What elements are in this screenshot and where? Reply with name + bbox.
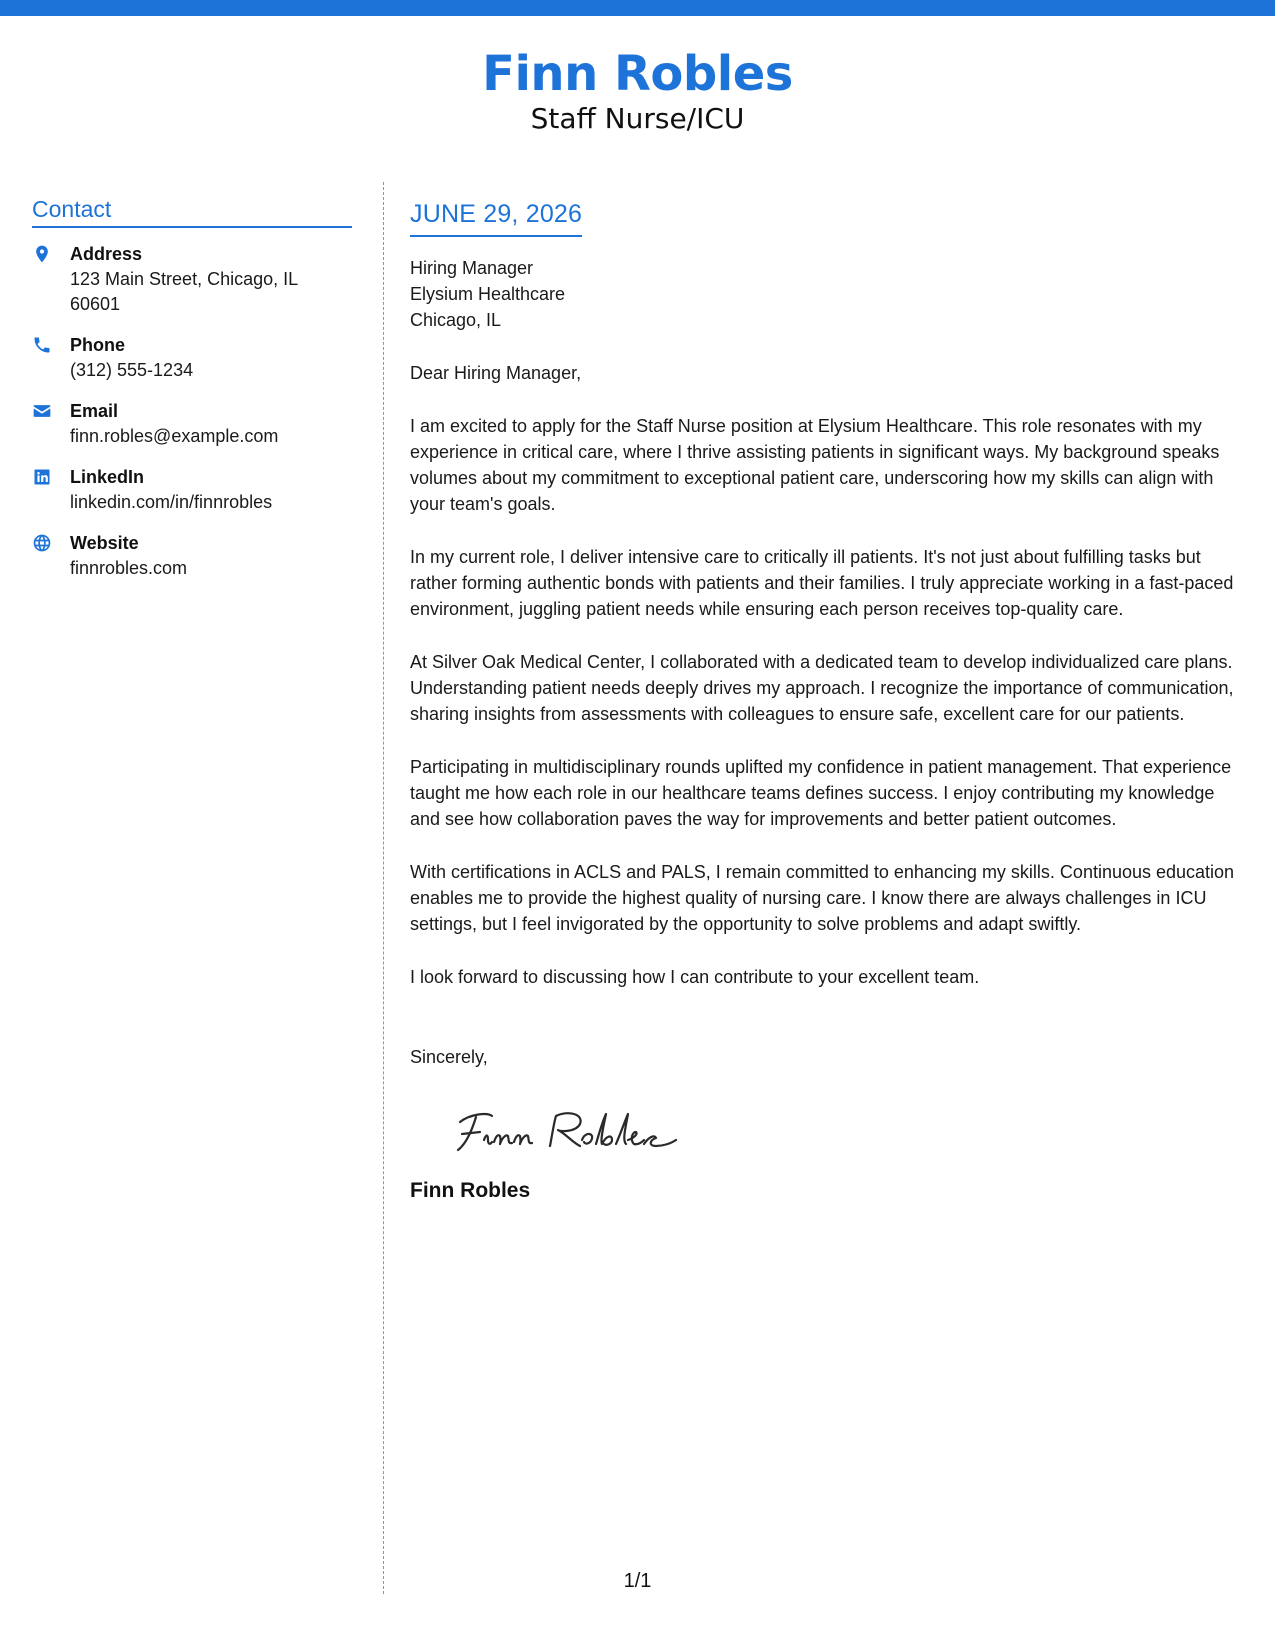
applicant-name: Finn Robles: [482, 46, 793, 102]
contact-value: finn.robles@example.com: [70, 426, 279, 446]
contact-item-phone: [32, 333, 352, 383]
contact-item-email: [32, 399, 352, 449]
globe-icon: [32, 531, 70, 581]
recipient-line: Elysium Healthcare: [410, 284, 566, 304]
contact-item-address: [32, 242, 352, 317]
contact-label: Phone: [70, 335, 126, 355]
applicant-job-title: Staff Nurse/ICU: [530, 102, 745, 135]
letter-date: JUNE 29, 2026: [410, 198, 582, 237]
body-paragraph: I am excited to apply for the Staff Nurse position at Elysium Healthcare. This role resonates with my experience in critical care, where I thrive assisting patients in significant ways. My background speaks volumes about my commitment to exceptional patient care, underscoring how my skills can align with your team's goals.: [410, 416, 1220, 514]
linkedin-icon: [32, 465, 70, 515]
contact-label: Email: [70, 401, 119, 421]
phone-icon: [32, 333, 70, 383]
closing: Sincerely,: [410, 1047, 488, 1067]
contact-label: LinkedIn: [70, 467, 145, 487]
contact-label: Address: [70, 244, 143, 264]
contact-label: Website: [70, 533, 139, 553]
column-divider: [383, 182, 384, 1594]
contact-heading: Contact: [32, 196, 352, 228]
recipient-block: [410, 255, 1245, 333]
contact-value: 123 Main Street, Chicago, IL 60601: [70, 269, 298, 314]
recipient-line: Chicago, IL: [410, 310, 502, 330]
signer-name: Finn Robles: [410, 1179, 531, 1202]
page-number: 1/1: [623, 1570, 652, 1592]
body-paragraph: At Silver Oak Medical Center, I collaborated with a dedicated team to develop individualized care plans. Understanding patient needs deeply drives my approach. I recognize the importance of communication, sharing insights from assessments with colleagues to ensure safe, excellent care for our patients.: [410, 652, 1234, 724]
email-icon: [32, 399, 70, 449]
top-accent-bar: [0, 0, 1275, 16]
contact-value: finnrobles.com: [70, 558, 188, 578]
contact-value: (312) 555-1234: [70, 360, 194, 380]
contact-value: linkedin.com/in/finnrobles: [70, 492, 273, 512]
handwritten-signature: [450, 1100, 690, 1160]
letter-header: [0, 44, 1275, 136]
body-paragraph: In my current role, I deliver intensive care to critically ill patients. It's not just about fulfilling tasks but rather forming authentic bonds with patients and their families. I truly appreciate working in a fast-paced environment, juggling patient needs while ensuring each person receives top-quality care.: [410, 547, 1234, 619]
letter-body: [410, 198, 1245, 1204]
location-pin-icon: [32, 242, 70, 317]
contact-sidebar: [32, 196, 352, 597]
body-paragraph: I look forward to discussing how I can contribute to your excellent team.: [410, 967, 980, 987]
contact-item-linkedin: [32, 465, 352, 515]
contact-item-website: [32, 531, 352, 581]
body-paragraph: With certifications in ACLS and PALS, I remain committed to enhancing my skills. Continuous education enables me to provide the highest quality of nursing care. I know there are always challenges in ICU settings, but I feel invigorated by the opportunity to solve problems and adapt swiftly.: [410, 862, 1235, 934]
body-paragraph: Participating in multidisciplinary rounds uplifted my confidence in patient management. That experience taught me how each role in our healthcare teams defines success. I enjoy contributing my knowledge and see how collaboration paves the way for improvements and better patient outcomes.: [410, 757, 1232, 829]
salutation: Dear Hiring Manager,: [410, 363, 582, 383]
recipient-line: Hiring Manager: [410, 258, 534, 278]
